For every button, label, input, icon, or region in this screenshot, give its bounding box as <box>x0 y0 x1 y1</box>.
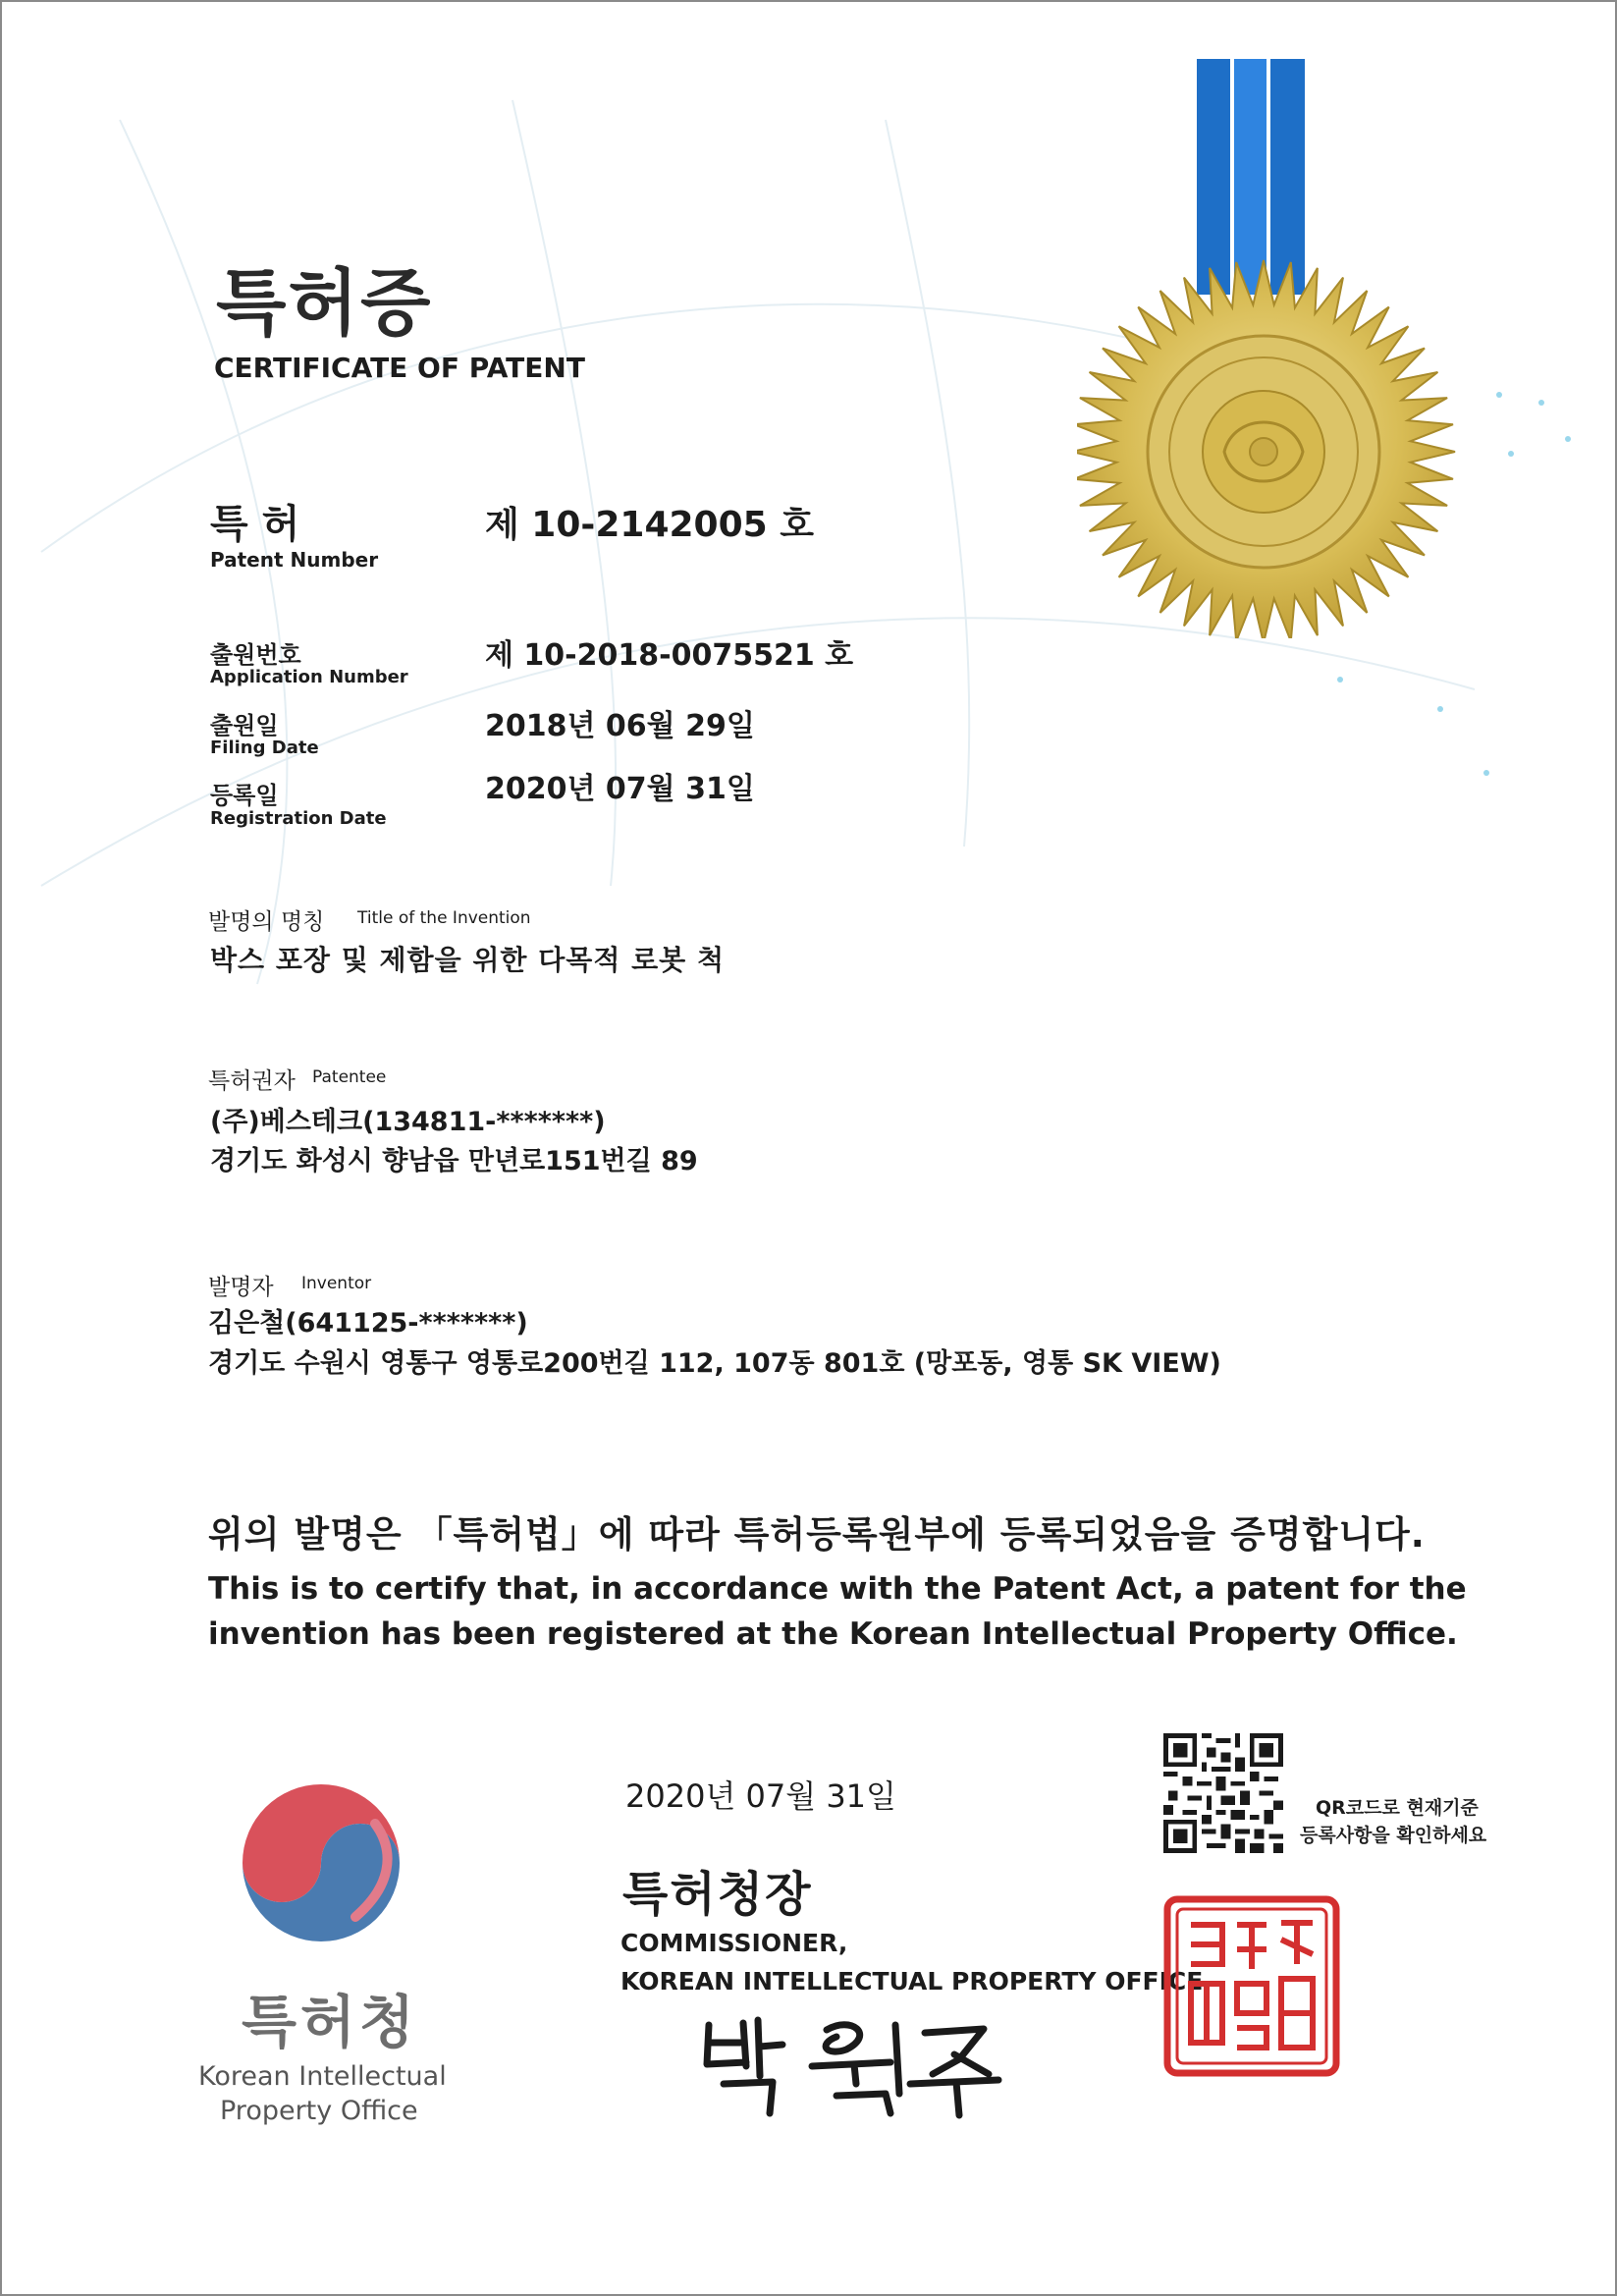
application-number-label-english: Application Number <box>210 667 408 687</box>
registration-date-value: 2020년 07월 31일 <box>485 772 755 806</box>
patent-number-value: 제 10-2142005 호 <box>485 505 814 545</box>
invention-title-value: 박스 포장 및 제함을 위한 다목적 로봇 척 <box>210 944 726 976</box>
application-number-label-korean: 출원번호 <box>210 641 301 669</box>
official-seal <box>1163 1895 1340 2077</box>
registration-date-label-english: Registration Date <box>210 808 387 829</box>
commissioner-title-english-line2: KOREAN INTELLECTUAL PROPERTY OFFICE <box>620 1967 1204 1995</box>
filing-date-value: 2018년 06월 29일 <box>485 709 755 743</box>
inventor-label-english: Inventor <box>301 1274 372 1293</box>
issue-date: 2020년 07월 31일 <box>625 1777 896 1815</box>
kipo-logo-korean: 특허청 <box>242 1989 419 2055</box>
commissioner-title-english-line1: COMMISSIONER, <box>620 1929 848 1957</box>
certification-statement-english-line2: invention has been registered at the Korean Intellectual Property Office. <box>208 1616 1458 1652</box>
kipo-logo-english-line1: Korean Intellectual <box>198 2061 447 2092</box>
inventor-label-korean: 발명자 <box>208 1275 274 1300</box>
filing-date-label-korean: 출원일 <box>210 712 279 739</box>
inventor-name: 김은철(641125-*******) <box>208 1308 528 1339</box>
certificate-title-english: CERTIFICATE OF PATENT <box>214 352 585 384</box>
invention-title-label-korean: 발명의 명칭 <box>208 909 325 935</box>
patentee-address: 경기도 화성시 향남읍 만년로151번길 89 <box>210 1146 698 1176</box>
kipo-logo-emblem <box>228 1770 414 1956</box>
qr-instruction-line1: QR코드로 현재기준 <box>1316 1797 1479 1819</box>
qr-code[interactable] <box>1163 1733 1283 1853</box>
patent-number-label-english: Patent Number <box>210 548 379 572</box>
patentee-label-korean: 특허권자 <box>208 1068 296 1094</box>
filing-date-label-english: Filing Date <box>210 738 319 758</box>
certification-statement-english-line1: This is to certify that, in accordance with the Patent Act, a patent for the <box>208 1571 1467 1607</box>
certification-statement-korean: 위의 발명은 「특허법」에 따라 특허등록원부에 등록되었음을 증명합니다. <box>208 1513 1426 1556</box>
gold-medal-ribbon <box>1077 59 1460 638</box>
patentee-name: (주)베스테크(134811-*******) <box>210 1107 606 1137</box>
qr-instruction-line2: 등록사항을 확인하세요 <box>1300 1825 1487 1846</box>
commissioner-title-korean: 특허청장 <box>622 1867 813 1922</box>
application-number-value: 제 10-2018-0075521 호 <box>485 638 854 673</box>
commissioner-signature <box>689 2005 1013 2123</box>
invention-title-label-english: Title of the Invention <box>357 908 531 928</box>
patentee-label-english: Patentee <box>312 1067 387 1087</box>
certificate-title-korean: 특허증 <box>216 261 433 346</box>
registration-date-label-korean: 등록일 <box>210 782 279 809</box>
patent-number-label-korean: 특 허 <box>210 502 300 547</box>
inventor-address: 경기도 수원시 영통구 영통로200번길 112, 107동 801호 (망포동, 영통 SK VIEW) <box>208 1348 1221 1379</box>
kipo-logo-english-line2: Property Office <box>220 2096 418 2126</box>
